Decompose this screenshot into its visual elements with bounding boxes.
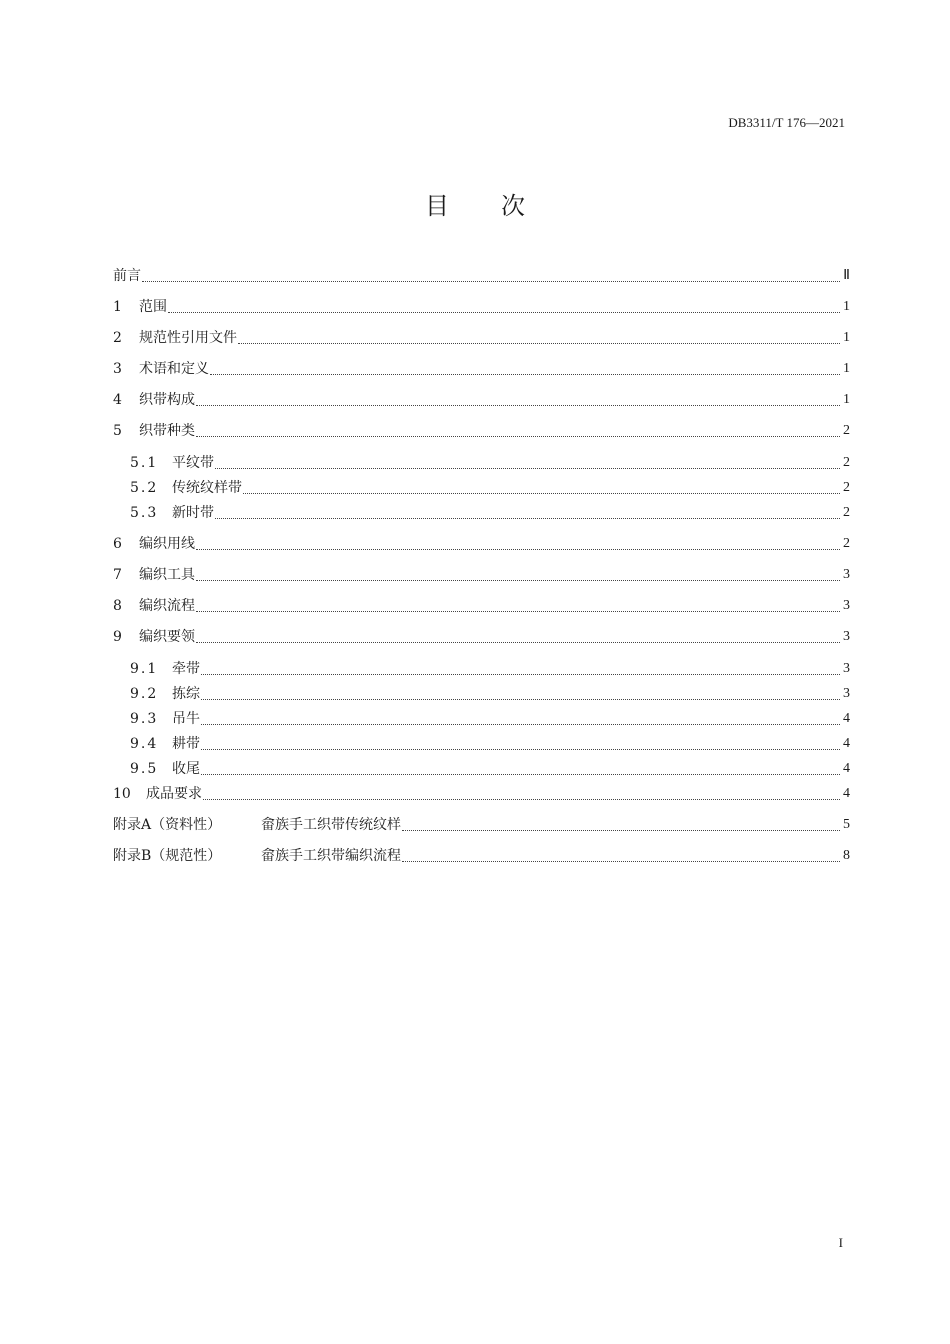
- dot-leader: [210, 374, 840, 375]
- toc-entry-page: 4: [843, 761, 850, 776]
- dot-leader: [402, 861, 840, 862]
- toc-entry-4[interactable]: [113, 389, 850, 411]
- toc-entry-label: 术语和定义: [139, 361, 209, 377]
- toc-entry-number: 10: [113, 786, 131, 802]
- toc-entry-9-3[interactable]: [130, 708, 850, 730]
- dot-leader: [196, 580, 840, 581]
- toc-entry-page: 2: [843, 505, 850, 520]
- toc-entry-2[interactable]: [113, 327, 850, 349]
- toc-entry-page: 2: [843, 480, 850, 495]
- dot-leader: [215, 518, 840, 519]
- toc-entry-5-1[interactable]: [130, 452, 850, 474]
- toc-entry-label: 耕带: [172, 736, 200, 752]
- toc-entry-label: 织带种类: [139, 423, 195, 439]
- toc-entry-10[interactable]: [113, 783, 850, 805]
- toc-entry-1[interactable]: [113, 296, 850, 318]
- dot-leader: [168, 312, 840, 313]
- toc-entry-label: 规范性引用文件: [139, 330, 237, 346]
- toc-entry-number: 5.2: [130, 480, 159, 496]
- dot-leader: [201, 774, 840, 775]
- toc-entry-number: 5.1: [130, 455, 159, 471]
- toc-entry-number: 4: [113, 392, 122, 408]
- toc-entry-label: 范围: [139, 299, 167, 315]
- dot-leader: [196, 436, 840, 437]
- toc-entry-page: 1: [843, 330, 850, 345]
- dot-leader: [402, 830, 840, 831]
- toc-entry-page: 2: [843, 423, 850, 438]
- toc-entry-number: 9.1: [130, 661, 159, 677]
- toc-entry-label: 传统纹样带: [172, 480, 242, 496]
- dot-leader: [196, 405, 840, 406]
- toc-entry-number: 9.2: [130, 686, 159, 702]
- toc-entry-label: 成品要求: [146, 786, 202, 802]
- toc-entry-appendix-a[interactable]: [113, 814, 850, 836]
- dot-leader: [196, 611, 840, 612]
- title-char-2: 次: [501, 192, 525, 220]
- toc-entry-label: 新时带: [172, 505, 214, 521]
- toc-entry-9[interactable]: [113, 626, 850, 648]
- toc-entry-5-3[interactable]: [130, 502, 850, 524]
- toc-entry-label: 编织工具: [139, 567, 195, 583]
- toc-entry-label: 前言: [113, 268, 141, 284]
- dot-leader: [238, 343, 840, 344]
- toc-entry-number: 附录B（规范性）: [113, 848, 222, 864]
- toc-entry-number: 9.5: [130, 761, 159, 777]
- toc-entry-9-2[interactable]: [130, 683, 850, 705]
- toc-entry-page: 4: [843, 786, 850, 801]
- toc-entry-page: 3: [843, 686, 850, 701]
- toc-entry-label: 编织要领: [139, 629, 195, 645]
- page-title: [0, 186, 950, 221]
- toc-entry-9-1[interactable]: [130, 658, 850, 680]
- dot-leader: [203, 799, 840, 800]
- dot-leader: [201, 674, 840, 675]
- toc-entry-page: 3: [843, 629, 850, 644]
- toc-entry-number: 8: [113, 598, 122, 614]
- toc-entry-number: 9.4: [130, 736, 159, 752]
- toc-entry-label: 收尾: [172, 761, 200, 777]
- toc-entry-6[interactable]: [113, 533, 850, 555]
- toc-entry-label: 牵带: [172, 661, 200, 677]
- toc-entry-number: 9: [113, 629, 122, 645]
- toc-entry-label: 平纹带: [172, 455, 214, 471]
- dot-leader: [201, 724, 840, 725]
- toc-entry-number: 1: [113, 299, 122, 315]
- toc-entry-page: 1: [843, 361, 850, 376]
- dot-leader: [142, 281, 840, 282]
- toc-entry-5[interactable]: [113, 420, 850, 442]
- toc-entry-page: 1: [843, 299, 850, 314]
- toc-entry-number: 3: [113, 361, 122, 377]
- toc-entry-page: 4: [843, 736, 850, 751]
- toc-entry-page: 2: [843, 536, 850, 551]
- toc-entry-number: 9.3: [130, 711, 159, 727]
- toc-entry-number: 5.3: [130, 505, 159, 521]
- document-code: DB3311/T 176—2021: [728, 115, 845, 130]
- dot-leader: [201, 749, 840, 750]
- toc-entry-8[interactable]: [113, 595, 850, 617]
- toc-entry-label: 织带构成: [139, 392, 195, 408]
- toc-entry-page: 4: [843, 711, 850, 726]
- dot-leader: [196, 642, 840, 643]
- toc-entry-9-5[interactable]: [130, 758, 850, 780]
- toc-entry-5-2[interactable]: [130, 477, 850, 499]
- toc-entry-foreword[interactable]: [113, 265, 850, 287]
- toc-entry-page: 3: [843, 598, 850, 613]
- dot-leader: [243, 493, 840, 494]
- toc-entry-label: 畲族手工织带传统纹样: [261, 817, 401, 833]
- toc-entry-label: 畲族手工织带编织流程: [261, 848, 401, 864]
- toc-entry-number: 5: [113, 423, 122, 439]
- toc-entry-page: 5: [843, 817, 850, 832]
- toc-entry-page: 8: [843, 848, 850, 863]
- toc-entry-number: 附录A（资料性）: [113, 817, 222, 833]
- toc-entry-label: 编织流程: [139, 598, 195, 614]
- toc-entry-page: Ⅱ: [843, 268, 850, 283]
- toc-entry-page: 3: [843, 661, 850, 676]
- toc-entry-number: 2: [113, 330, 122, 346]
- toc-entry-label: 编织用线: [139, 536, 195, 552]
- toc-entry-appendix-b[interactable]: [113, 845, 850, 867]
- dot-leader: [196, 549, 840, 550]
- toc-entry-number: 6: [113, 536, 122, 552]
- toc-entry-9-4[interactable]: [130, 733, 850, 755]
- toc-entry-page: 2: [843, 455, 850, 470]
- toc-entry-page: 1: [843, 392, 850, 407]
- title-char-1: 目: [425, 192, 449, 220]
- toc-entry-label: 吊牛: [172, 711, 200, 727]
- toc-entry-number: 7: [113, 567, 122, 583]
- toc-entry-7[interactable]: [113, 564, 850, 586]
- toc-entry-label: 拣综: [172, 686, 200, 702]
- dot-leader: [215, 468, 840, 469]
- page-number: I: [838, 1235, 843, 1250]
- dot-leader: [201, 699, 840, 700]
- toc-entry-page: 3: [843, 567, 850, 582]
- toc-entry-3[interactable]: [113, 358, 850, 380]
